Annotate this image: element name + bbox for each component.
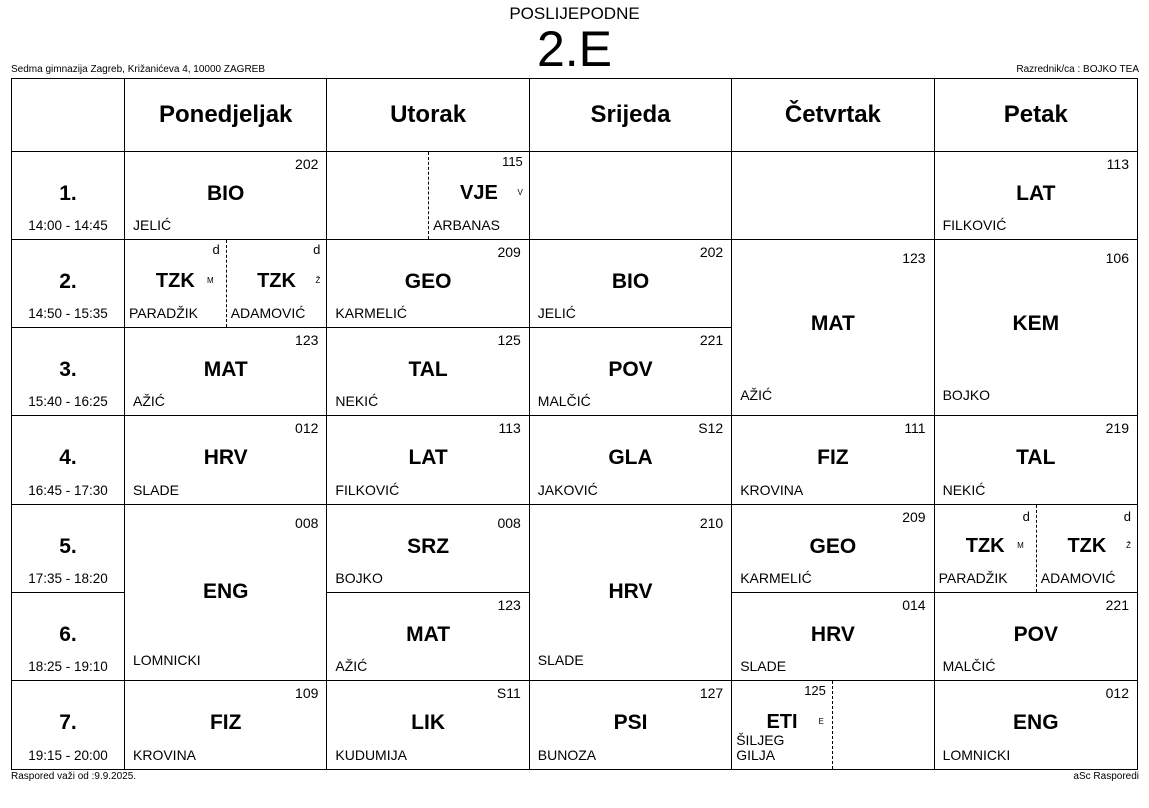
lesson-cell (935, 152, 1137, 240)
subject: PSI (613, 710, 648, 734)
group-half (428, 152, 529, 239)
room-number: 202 (699, 244, 724, 261)
period-time: 15:40 - 16:25 (28, 394, 108, 410)
subject: TZK (965, 534, 1005, 557)
teacher: NEKIĆ (942, 481, 986, 498)
teacher: MALČIĆ (942, 657, 996, 674)
subject: ENG (1013, 710, 1059, 734)
group-label: E (818, 716, 824, 726)
room-number: 008 (497, 514, 521, 531)
teacher: BOJKO (335, 569, 383, 586)
period-label (12, 240, 125, 328)
room-number: 113 (498, 420, 521, 437)
timetable-grid (11, 78, 1138, 770)
lesson-cell (530, 240, 732, 328)
subject: BIO (207, 182, 245, 205)
subject: MAT (406, 622, 451, 646)
group-half (226, 240, 327, 327)
subject: MAT (203, 358, 248, 382)
period-time: 14:00 - 14:45 (28, 218, 108, 234)
period-time: 14:50 - 15:35 (28, 306, 108, 322)
period-label (12, 681, 125, 769)
subject: SRZ (407, 534, 450, 558)
teacher: JAKOVIĆ (537, 481, 598, 498)
teacher: FILKOVIĆ (335, 481, 400, 498)
subject: ETI (766, 710, 798, 733)
period-number: 1. (59, 182, 77, 205)
teacher: MALČIĆ (537, 393, 591, 410)
teacher: KROVINA (740, 481, 804, 498)
room-number: 008 (295, 514, 319, 531)
teacher: ARBANAS (433, 217, 501, 234)
subject: HRV (203, 446, 248, 470)
subject: LIK (411, 710, 445, 734)
room-number: 125 (804, 682, 826, 698)
lesson-cell (732, 240, 934, 416)
teacher-line: GILJA (736, 747, 776, 763)
subject: FIZ (817, 446, 849, 470)
day-header: Ponedjeljak (125, 79, 327, 152)
subject: POV (608, 358, 653, 382)
class-title: 2.E (536, 21, 613, 77)
lesson-cell (327, 152, 529, 240)
class-teacher: Razrednik/ca : BOJKO TEA (1016, 64, 1139, 75)
lesson-cell (732, 593, 934, 681)
group-half (125, 240, 226, 327)
group-half (732, 681, 833, 769)
teacher: AŽIĆ (740, 387, 773, 404)
lesson-cell (327, 681, 529, 769)
teacher: PARADŽIK (938, 569, 1008, 586)
room-number: 219 (1105, 420, 1129, 437)
subject: TZK (155, 270, 195, 293)
subject: HRV (810, 622, 855, 646)
teacher: NEKIĆ (335, 393, 379, 410)
lesson-cell (125, 416, 327, 504)
subject: HRV (608, 579, 653, 603)
school-address: Sedma gimnazija Zagreb, Križanićeva 4, 10000 ZAGREB (11, 64, 266, 75)
period-label (12, 152, 125, 240)
group-label: M (1017, 540, 1024, 550)
empty-cell (530, 152, 732, 240)
teacher: AŽIĆ (133, 393, 165, 410)
valid-from-note: Raspored važi od :9.9.2025. (11, 771, 137, 782)
lesson-cell (327, 505, 529, 593)
group-label: M (207, 276, 214, 286)
lesson-cell (732, 681, 934, 769)
teacher (736, 733, 784, 763)
room-number: 210 (699, 514, 724, 531)
subject: KEM (1012, 312, 1060, 336)
subject: GEO (404, 270, 452, 294)
room-number: 111 (904, 420, 926, 437)
period-time: 17:35 - 18:20 (28, 570, 108, 586)
lesson-cell (125, 152, 327, 240)
group-half (1036, 505, 1137, 592)
subject: BIO (611, 270, 650, 294)
room-number: 109 (295, 684, 319, 701)
room-number: 012 (295, 420, 319, 437)
lesson-cell (935, 681, 1137, 769)
teacher: BOJKO (942, 387, 991, 404)
lesson-cell (935, 505, 1137, 593)
subject: GLA (608, 446, 653, 470)
subject: TZK (257, 270, 296, 293)
period-number: 7. (59, 710, 77, 734)
period-label (12, 593, 125, 681)
lesson-cell (125, 505, 327, 681)
day-header: Srijeda (530, 79, 732, 152)
teacher: ADAMOVIĆ (230, 305, 306, 322)
room-number: S12 (698, 420, 724, 437)
subject: VJE (460, 182, 498, 204)
room-number: 115 (502, 154, 523, 169)
teacher: SLADE (740, 657, 787, 674)
room-number: 209 (497, 244, 521, 261)
lesson-cell (935, 240, 1137, 416)
group-label: V (517, 188, 523, 197)
period-number: 3. (59, 358, 77, 382)
teacher: KUDUMIJA (335, 747, 407, 763)
teacher: KARMELIĆ (740, 569, 812, 586)
subject: LAT (1016, 182, 1056, 205)
room-number: 123 (497, 596, 521, 613)
teacher: SLADE (133, 481, 179, 498)
room-number: d (1123, 508, 1131, 524)
period-number: 4. (59, 446, 77, 470)
teacher: FILKOVIĆ (942, 217, 1007, 234)
lesson-cell (125, 328, 327, 416)
teacher: PARADŽIK (129, 305, 198, 322)
subject: POV (1013, 622, 1058, 646)
teacher: SLADE (537, 651, 584, 668)
lesson-cell (125, 240, 327, 328)
room-number: 202 (295, 156, 319, 172)
subject: TAL (408, 358, 448, 382)
group-label: Ž (1126, 540, 1131, 550)
room-number: 123 (902, 250, 926, 267)
period-label (12, 505, 125, 593)
lesson-cell (327, 416, 529, 504)
lesson-cell (530, 681, 732, 769)
teacher-line: ŠILJEG (736, 732, 785, 748)
software-brand: aSc Rasporedi (1073, 771, 1139, 782)
period-number: 5. (59, 534, 77, 558)
group-half (935, 505, 1036, 592)
teacher: ADAMOVIĆ (1040, 569, 1116, 586)
lesson-cell (530, 416, 732, 504)
teacher: KROVINA (133, 747, 197, 763)
subject: LAT (408, 446, 448, 470)
lesson-cell (530, 328, 732, 416)
lesson-cell (935, 416, 1137, 504)
teacher: AŽIĆ (335, 657, 368, 674)
lesson-cell (125, 681, 327, 769)
teacher: JELIĆ (133, 217, 172, 234)
room-number: 106 (1105, 250, 1129, 267)
period-time: 19:15 - 20:00 (28, 748, 108, 763)
teacher: KARMELIĆ (335, 305, 407, 322)
room-number: 012 (1105, 684, 1129, 701)
room-number: d (1022, 508, 1030, 524)
room-number: S11 (496, 684, 521, 701)
subject: TAL (1016, 446, 1056, 470)
room-number: 123 (295, 332, 319, 349)
group-label: Ž (315, 276, 321, 286)
period-label (12, 416, 125, 504)
empty-cell (732, 152, 934, 240)
teacher: LOMNICKI (133, 651, 201, 668)
day-header: Četvrtak (732, 79, 934, 152)
room-number: 221 (699, 332, 724, 349)
teacher: LOMNICKI (942, 747, 1011, 763)
subject: FIZ (209, 710, 242, 734)
subject: TZK (1067, 534, 1107, 557)
room-number: 209 (902, 508, 926, 525)
period-time: 16:45 - 17:30 (28, 482, 108, 498)
subject: ENG (202, 579, 249, 603)
corner-cell (12, 79, 125, 152)
period-number: 2. (59, 270, 77, 294)
lesson-cell (327, 240, 529, 328)
room-number: 125 (497, 332, 521, 349)
day-header: Petak (935, 79, 1137, 152)
lesson-cell (530, 505, 732, 681)
lesson-cell (732, 416, 934, 504)
room-number: d (313, 242, 321, 258)
lesson-cell (732, 505, 934, 593)
teacher: JELIĆ (537, 305, 576, 322)
period-number: 6. (59, 622, 77, 646)
period-label (12, 328, 125, 416)
room-number: 221 (1105, 596, 1129, 613)
day-header: Utorak (327, 79, 529, 152)
room-number: 014 (902, 596, 926, 613)
lesson-cell (935, 593, 1137, 681)
period-time: 18:25 - 19:10 (28, 658, 108, 674)
room-number: 127 (699, 684, 724, 701)
lesson-cell (327, 593, 529, 681)
subject: MAT (810, 312, 855, 336)
shift-label: POSLIJEPODNE (509, 4, 640, 23)
subject: GEO (809, 534, 857, 558)
teacher: BUNOZA (537, 747, 597, 763)
room-number: d (212, 242, 220, 258)
lesson-cell (327, 328, 529, 416)
room-number: 113 (1106, 156, 1129, 172)
